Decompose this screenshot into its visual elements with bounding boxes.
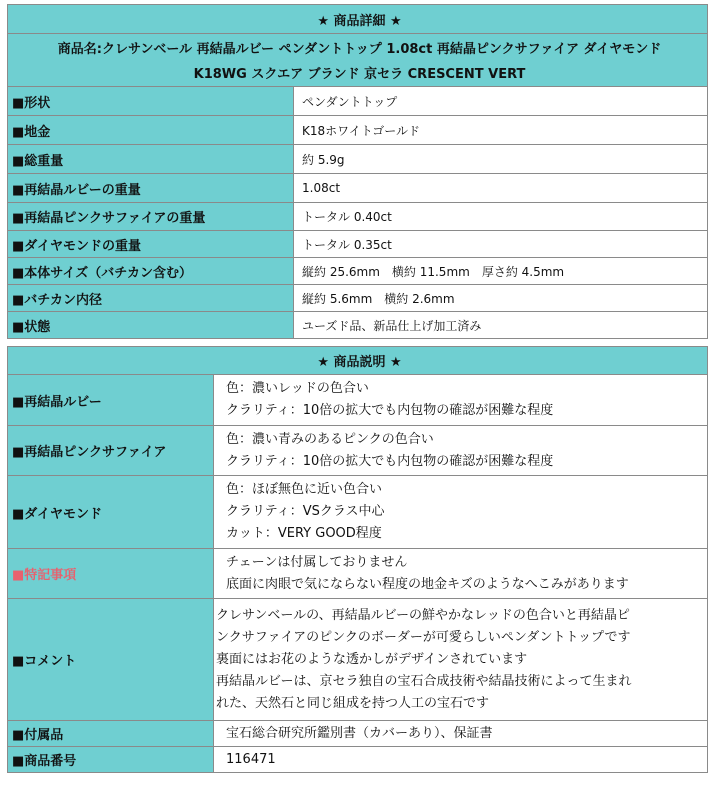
detail-row bbox=[8, 231, 708, 258]
detail-row bbox=[8, 258, 708, 285]
detail-value: 1.08ct bbox=[294, 174, 708, 203]
detail-label: ■状態 bbox=[8, 312, 294, 339]
product-name-line1: 商品名:クレサンベール 再結晶ルビー ペンダントトップ 1.08ct 再結晶ピンクサファイア ダイヤモンド bbox=[57, 42, 662, 57]
product-name-line2: K18WG スクエア ブランド 京セラ CRESCENT VERT bbox=[193, 67, 526, 82]
description-row bbox=[8, 721, 708, 747]
description-label: ■再結晶ルビー bbox=[8, 375, 214, 426]
description-line: 色：濃い青みのあるピンクの色合い bbox=[226, 431, 434, 447]
detail-value: トータル 0.35ct bbox=[294, 231, 708, 258]
detail-value: 約 5.9g bbox=[294, 145, 708, 174]
detail-value: K18ホワイトゴールド bbox=[294, 116, 708, 145]
detail-value: ユーズド品、新品仕上げ加工済み bbox=[294, 312, 708, 339]
detail-row bbox=[8, 145, 708, 174]
description-row bbox=[8, 747, 708, 773]
product-details-table bbox=[7, 4, 708, 339]
detail-label: ■地金 bbox=[8, 116, 294, 145]
comment-line: れた、天然石と同じ組成を持つ人工の宝石です bbox=[216, 695, 490, 711]
special-notes-label: ■特記事項 bbox=[8, 549, 214, 599]
product-number-label: ■商品番号 bbox=[8, 747, 214, 773]
detail-row bbox=[8, 203, 708, 231]
comment-line: 再結晶ルビーは、京セラ独自の宝石合成技術や結晶技術によって生まれ bbox=[216, 673, 632, 689]
description-value bbox=[214, 375, 708, 426]
description-row bbox=[8, 549, 708, 599]
description-row bbox=[8, 426, 708, 476]
description-line: 色：濃いレッドの色合い bbox=[226, 381, 369, 396]
accessories-value: 宝石総合研究所鑑別書（カバーあり）、保証書 bbox=[214, 721, 708, 747]
description-line: 色：ほぼ無色に近い色合い bbox=[226, 482, 383, 497]
detail-row bbox=[8, 285, 708, 312]
product-number-value: 116471 bbox=[214, 747, 708, 773]
description-value bbox=[214, 426, 708, 476]
description-line: 底面に肉眼で気にならない程度の地金キズのようなへこみがあります bbox=[226, 576, 629, 592]
details-header: ★ 商品詳細 ★ bbox=[8, 5, 708, 34]
product-name bbox=[8, 34, 708, 87]
product-description-table bbox=[7, 346, 708, 773]
detail-value: 縦約 5.6mm 横約 2.6mm bbox=[294, 285, 708, 312]
detail-value: トータル 0.40ct bbox=[294, 203, 708, 231]
description-line: クラリティ：10倍の拡大でも内包物の確認が困難な程度 bbox=[226, 453, 554, 469]
accessories-label: ■付属品 bbox=[8, 721, 214, 747]
description-value bbox=[214, 549, 708, 599]
description-header: ★ 商品説明 ★ bbox=[8, 347, 708, 375]
detail-label: ■形状 bbox=[8, 87, 294, 116]
description-line: チェーンは付属しておりません bbox=[226, 554, 408, 570]
detail-value: 縦約 25.6mm 横約 11.5mm 厚さ約 4.5mm bbox=[294, 258, 708, 285]
detail-row bbox=[8, 312, 708, 339]
detail-label: ■バチカン内径 bbox=[8, 285, 294, 312]
description-line: カット：VERY GOOD程度 bbox=[226, 526, 382, 541]
comment-line: 裏面にはお花のような透かしがデザインされています bbox=[216, 651, 528, 667]
description-row bbox=[8, 599, 708, 721]
detail-value: ペンダントトップ bbox=[294, 87, 708, 116]
description-line: クラリティ：VSクラス中心 bbox=[226, 504, 385, 519]
description-row bbox=[8, 375, 708, 426]
description-label: ■再結晶ピンクサファイア bbox=[8, 426, 214, 476]
detail-row bbox=[8, 116, 708, 145]
detail-label: ■再結晶ピンクサファイアの重量 bbox=[8, 203, 294, 231]
detail-label: ■ダイヤモンドの重量 bbox=[8, 231, 294, 258]
description-label: ■ダイヤモンド bbox=[8, 476, 214, 549]
comment-line: ンクサファイアのピンクのボーダーが可愛らしいペンダントトップです bbox=[216, 629, 631, 645]
comment-label: ■コメント bbox=[8, 599, 214, 721]
detail-label: ■再結晶ルビーの重量 bbox=[8, 174, 294, 203]
detail-label: ■本体サイズ（バチカン含む） bbox=[8, 258, 294, 285]
comment-text bbox=[214, 599, 708, 721]
description-value bbox=[214, 476, 708, 549]
detail-label: ■総重量 bbox=[8, 145, 294, 174]
description-row bbox=[8, 476, 708, 549]
description-line: クラリティ：10倍の拡大でも内包物の確認が困難な程度 bbox=[226, 403, 554, 418]
detail-row bbox=[8, 87, 708, 116]
comment-line: クレサンベールの、再結晶ルビーの鮮やかなレッドの色合いと再結晶ピ bbox=[216, 607, 630, 623]
detail-row bbox=[8, 174, 708, 203]
